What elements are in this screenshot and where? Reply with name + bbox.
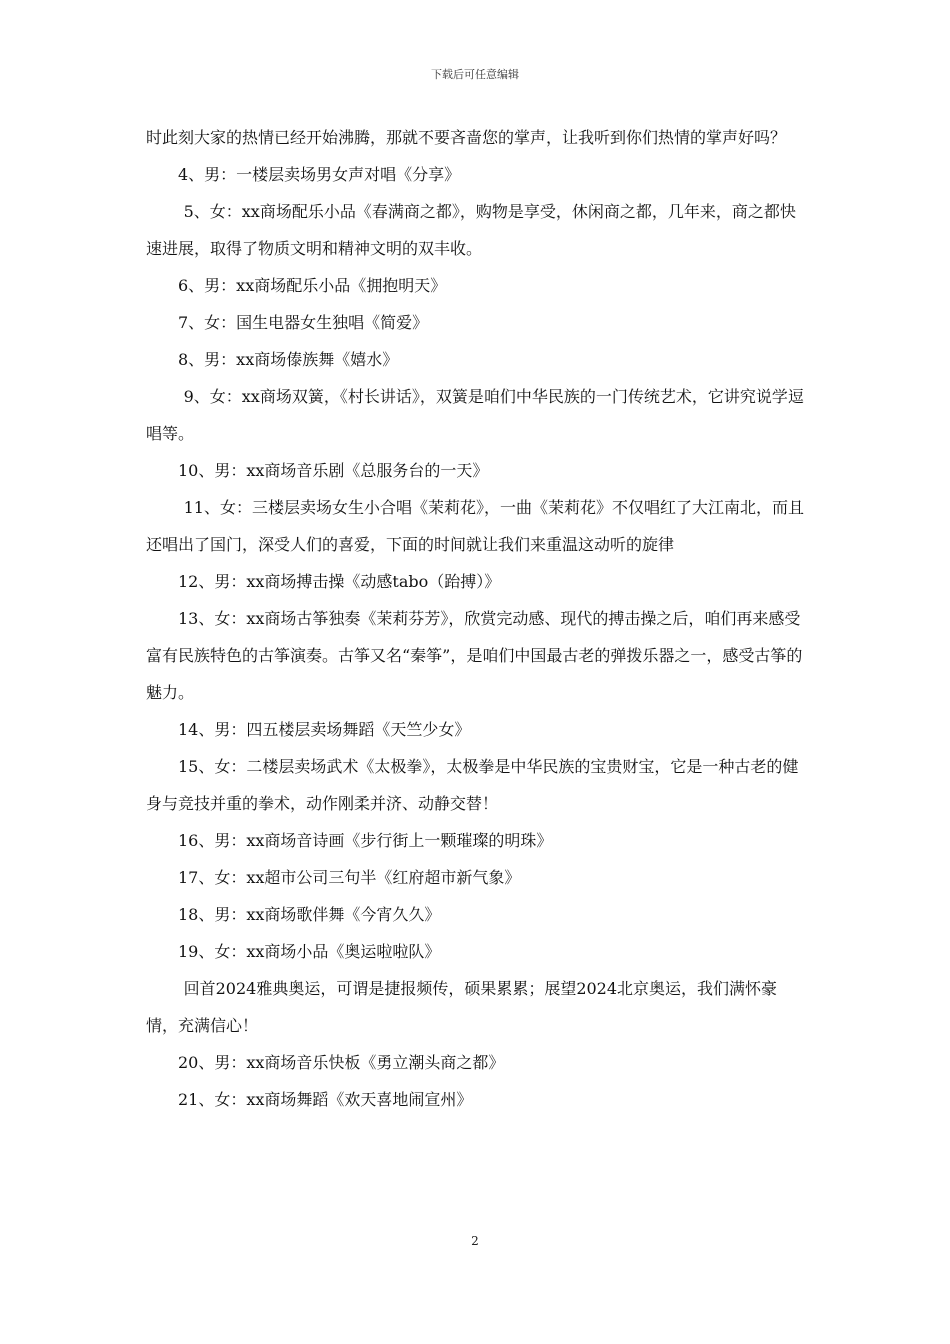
paragraph: 11、女：三楼层卖场女生小合唱《茉莉花》，一曲《茉莉花》不仅唱红了大江南北，而且还唱出了国门，深受人们的喜爱，下面的时间就让我们来重温这动听的旋律 [146,498,804,554]
paragraph: 6、男：xx商场配乐小品《拥抱明天》 [178,276,447,295]
paragraph: 20、男：xx商场音乐快板《勇立潮头商之都》 [178,1053,505,1072]
paragraph: 16、男：xx商场音诗画《步行街上一颗璀璨的明珠》 [178,831,553,850]
page-number: 2 [471,1234,479,1248]
paragraph: 回首2024雅典奥运，可谓是捷报频传，硕果累累；展望2024北京奥运，我们满怀豪情，充满信心！ [146,979,778,1035]
paragraph: 21、女：xx商场舞蹈《欢天喜地闹宣州》 [178,1090,473,1109]
paragraph: 12、男：xx商场搏击操《动感tabo（跆搏）》 [178,572,501,591]
paragraph: 时此刻大家的热情已经开始沸腾，那就不要吝啬您的掌声，让我听到你们热情的掌声好吗？ [146,128,787,147]
paragraph: 8、男：xx商场傣族舞《嬉水》 [178,350,399,369]
paragraph: 5、女：xx商场配乐小品《春满商之都》，购物是享受，休闲商之都，几年来，商之都快速进展，取得了物质文明和精神文明的双丰收。 [146,202,796,258]
paragraph: 18、男：xx商场歌伴舞《今宵久久》 [178,905,441,924]
paragraph: 14、男：四五楼层卖场舞蹈《天竺少女》 [178,720,471,739]
paragraph: 9、女：xx商场双簧，《村长讲话》，双簧是咱们中华民族的一门传统艺术，它讲究说学逗唱等。 [146,387,804,443]
paragraph: 19、女：xx商场小品《奥运啦啦队》 [178,942,441,961]
page-header: 下载后可任意编辑 [431,68,519,81]
paragraph: 13、女：xx商场古筝独奏《茉莉芬芳》，欣赏完动感、现代的搏击操之后，咱们再来感受富有民族特色的古筝演奏。古筝又名“秦筝”，是咱们中国最古老的弹拨乐器之一，感受古筝的魅力。 [146,609,803,702]
paragraph: 17、女：xx超市公司三句半《红府超市新气象》 [178,868,521,887]
paragraph: 4、男：一楼层卖场男女声对唱《分享》 [178,165,461,184]
document-body [146,119,808,1118]
paragraph: 7、女：国生电器女生独唱《简爱》 [178,313,429,332]
paragraph: 10、男：xx商场音乐剧《总服务台的一天》 [178,461,489,480]
paragraph: 15、女：二楼层卖场武术《太极拳》，太极拳是中华民族的宝贵财宝，它是一种古老的健身与竞技并重的拳术，动作刚柔并济、动静交替！ [146,757,799,813]
